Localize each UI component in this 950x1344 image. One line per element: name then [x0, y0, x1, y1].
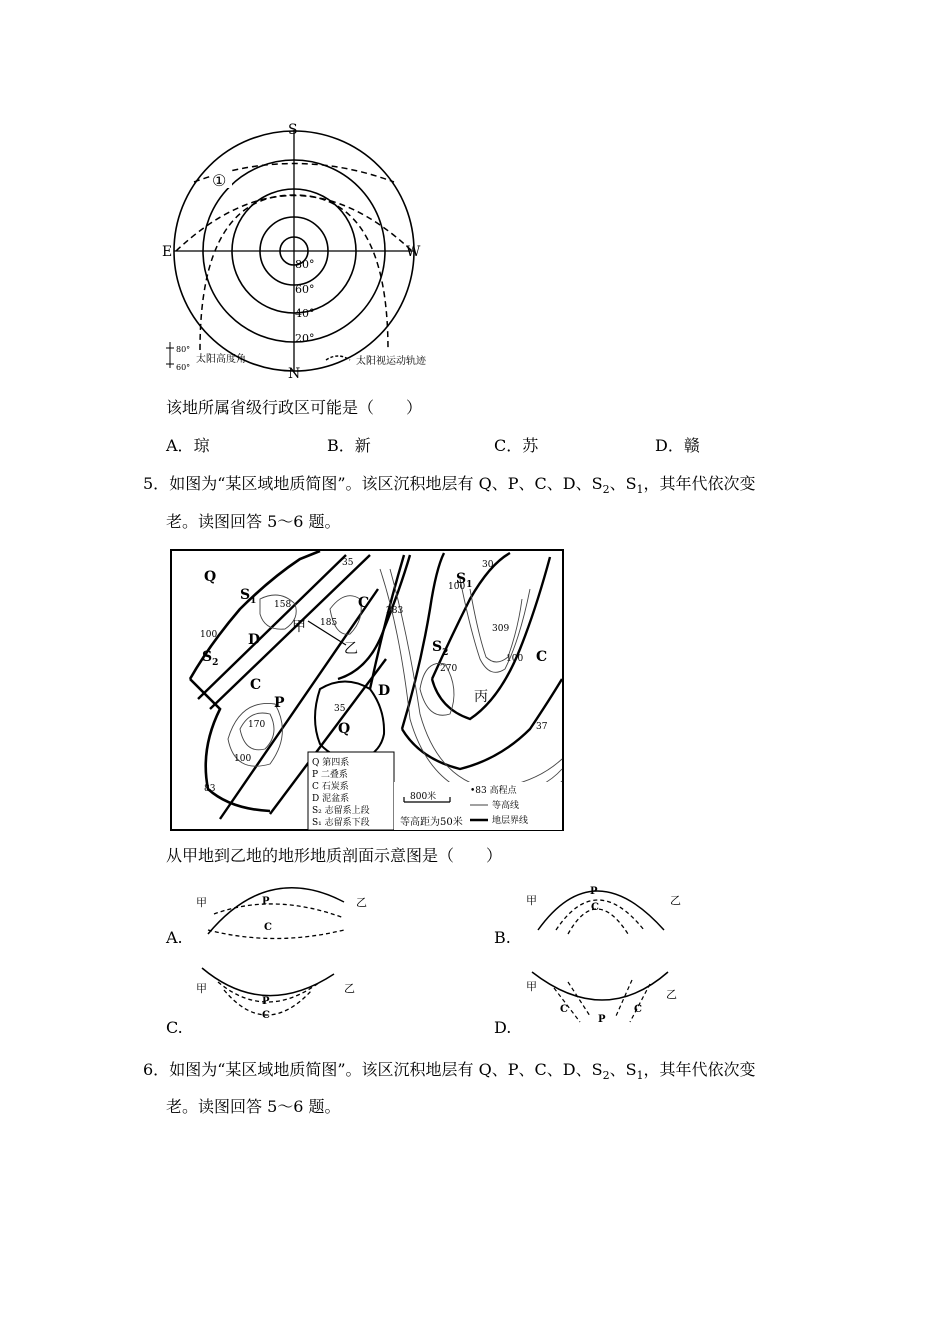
option-text: 新	[354, 436, 371, 455]
elev-170: 170	[248, 720, 266, 730]
map-label-p: P	[274, 695, 285, 711]
elev-158: 158	[274, 600, 292, 610]
scale-label: 800米	[410, 792, 437, 802]
q6-line1	[143, 1060, 756, 1086]
legend-q: Q 第四系	[312, 758, 350, 768]
elev-37: 37	[536, 722, 548, 732]
sun-path-diagram	[160, 120, 460, 380]
profile-b-c: C	[591, 902, 599, 913]
q6-sub1: 1	[636, 1069, 644, 1083]
dir-w: W	[406, 244, 421, 260]
elev-35-top: 35	[342, 558, 354, 568]
profile-option-b-label: B.	[494, 928, 511, 947]
q5-sub2: 2	[602, 483, 610, 497]
profile-c-yi: 乙	[344, 982, 355, 995]
angle-80: 80°	[295, 258, 315, 271]
profile-option-b[interactable]	[524, 872, 704, 942]
map-label-q-center: Q	[338, 721, 351, 737]
elev-30: 30	[482, 560, 494, 570]
profile-c-p: P	[262, 996, 270, 1007]
profile-option-c[interactable]	[194, 960, 374, 1032]
q5-text-a: 如图为“某区域地质简图”。该区沉积地层有 Q、P、C、D、S	[169, 474, 603, 493]
legend-path-label: 太阳视运动轨迹	[356, 356, 426, 367]
angle-20: 20°	[295, 332, 315, 345]
profile-d-jia: 甲	[526, 980, 537, 993]
contour-interval: 等高距为50米	[400, 817, 463, 828]
map-label-s1-left: $S_1$	[240, 587, 257, 606]
elev-309: 309	[492, 624, 510, 634]
elev-270: 270	[440, 664, 458, 674]
option-text: 琼	[193, 436, 210, 455]
legend-contour: 等高线	[492, 801, 520, 811]
q6-line2: 老。读图回答 5～6 题。	[166, 1097, 341, 1116]
dir-e: E	[162, 244, 173, 260]
legend-c: C 石炭系	[312, 782, 349, 792]
legend-elev-point: •83 高程点	[470, 786, 517, 796]
map-point-jia: 甲	[292, 619, 306, 635]
legend-s2: S₂ 志留系上段	[312, 806, 370, 816]
option-letter: A．	[166, 436, 194, 455]
map-label-s2-right: $S_2$	[432, 639, 449, 658]
profile-option-c-label: C.	[166, 1018, 183, 1037]
q6-number: 6．	[143, 1060, 170, 1079]
q4-option-c[interactable]	[494, 436, 538, 456]
q6-text-a: 如图为“某区域地质简图”。该区沉积地层有 Q、P、C、D、S	[169, 1060, 603, 1079]
legend-80: 80°	[176, 345, 191, 354]
q5-number: 5．	[143, 474, 170, 493]
profile-b-jia: 甲	[526, 894, 537, 907]
profile-c-c: C	[262, 1010, 270, 1021]
map-label-s2-left: $S_2$	[202, 649, 219, 668]
profile-d-c-right: C	[634, 1004, 642, 1015]
profile-a-jia: 甲	[196, 896, 207, 909]
map-label-c-right: C	[536, 649, 548, 665]
legend-s1: S₁ 志留系下段	[312, 818, 370, 828]
q4-option-a[interactable]	[166, 436, 210, 456]
q6-text-b: 、S	[609, 1060, 637, 1079]
q5-text-c: ，其年代依次变	[643, 474, 756, 493]
map-label-d-center: D	[378, 683, 391, 699]
option-text: 苏	[522, 436, 539, 455]
dir-s: S	[288, 122, 298, 138]
dir-n: N	[288, 366, 301, 380]
angle-40: 40°	[295, 307, 315, 320]
profile-option-d[interactable]	[524, 960, 704, 1032]
q5-sub1: 1	[636, 483, 644, 497]
option-letter: D．	[655, 436, 684, 455]
elev-35-center: 35	[334, 704, 346, 714]
profile-c-jia: 甲	[196, 982, 207, 995]
q4-option-d[interactable]	[655, 436, 700, 456]
profile-option-a[interactable]	[194, 872, 374, 942]
q6-text-c: ，其年代依次变	[643, 1060, 756, 1079]
q5-stem2: 从甲地到乙地的地形地质剖面示意图是（ ）	[166, 846, 503, 865]
profile-a-c: C	[264, 922, 272, 933]
legend-boundary: 地层界线	[492, 816, 529, 826]
profile-option-a-label: A.	[166, 928, 183, 947]
option-letter: C．	[494, 436, 523, 455]
geology-map	[170, 549, 564, 831]
profile-d-c-left: C	[560, 1004, 568, 1015]
elev-83: 83	[204, 784, 216, 794]
q4-stem: 该地所属省级行政区可能是（ ）	[166, 398, 423, 417]
elev-100-mid: 100	[200, 630, 218, 640]
legend-d: D 泥盆系	[312, 794, 350, 804]
map-point-bing: 丙	[474, 689, 488, 705]
profile-d-p: P	[598, 1014, 606, 1025]
legend-p: P 二叠系	[312, 770, 348, 780]
profile-a-yi: 乙	[356, 896, 367, 909]
profile-b-yi: 乙	[670, 894, 681, 907]
elev-283: 283	[386, 606, 404, 616]
map-label-s1-right: $S_1$	[456, 571, 473, 590]
map-label-q-top: Q	[204, 569, 217, 585]
q4-option-b[interactable]	[327, 436, 371, 456]
angle-60: 60°	[295, 283, 315, 296]
map-label-d-left: D	[248, 632, 261, 648]
marker-1: ①	[212, 171, 227, 190]
profile-b-p: P	[590, 886, 598, 897]
q5-line1	[143, 474, 756, 500]
q6-sub2: 2	[602, 1069, 610, 1083]
profile-d-yi: 乙	[666, 988, 677, 1001]
elev-185: 185	[320, 618, 338, 628]
q5-text-b: 、S	[609, 474, 637, 493]
map-point-yi: 乙	[344, 641, 358, 657]
elev-100-right: 100	[506, 654, 524, 664]
profile-option-d-label: D.	[494, 1018, 512, 1037]
elev-100-left: 100	[234, 754, 252, 764]
elev-100-fold: 100	[448, 582, 466, 592]
map-label-c-left: C	[250, 677, 262, 693]
option-text: 赣	[683, 436, 700, 455]
legend-60: 60°	[176, 363, 191, 372]
option-letter: B．	[327, 436, 355, 455]
map-label-c-top: C	[358, 595, 370, 611]
q5-line2: 老。读图回答 5～6 题。	[166, 512, 341, 531]
legend-altitude-label: 太阳高度角	[196, 354, 246, 365]
profile-a-p: P	[262, 896, 270, 907]
